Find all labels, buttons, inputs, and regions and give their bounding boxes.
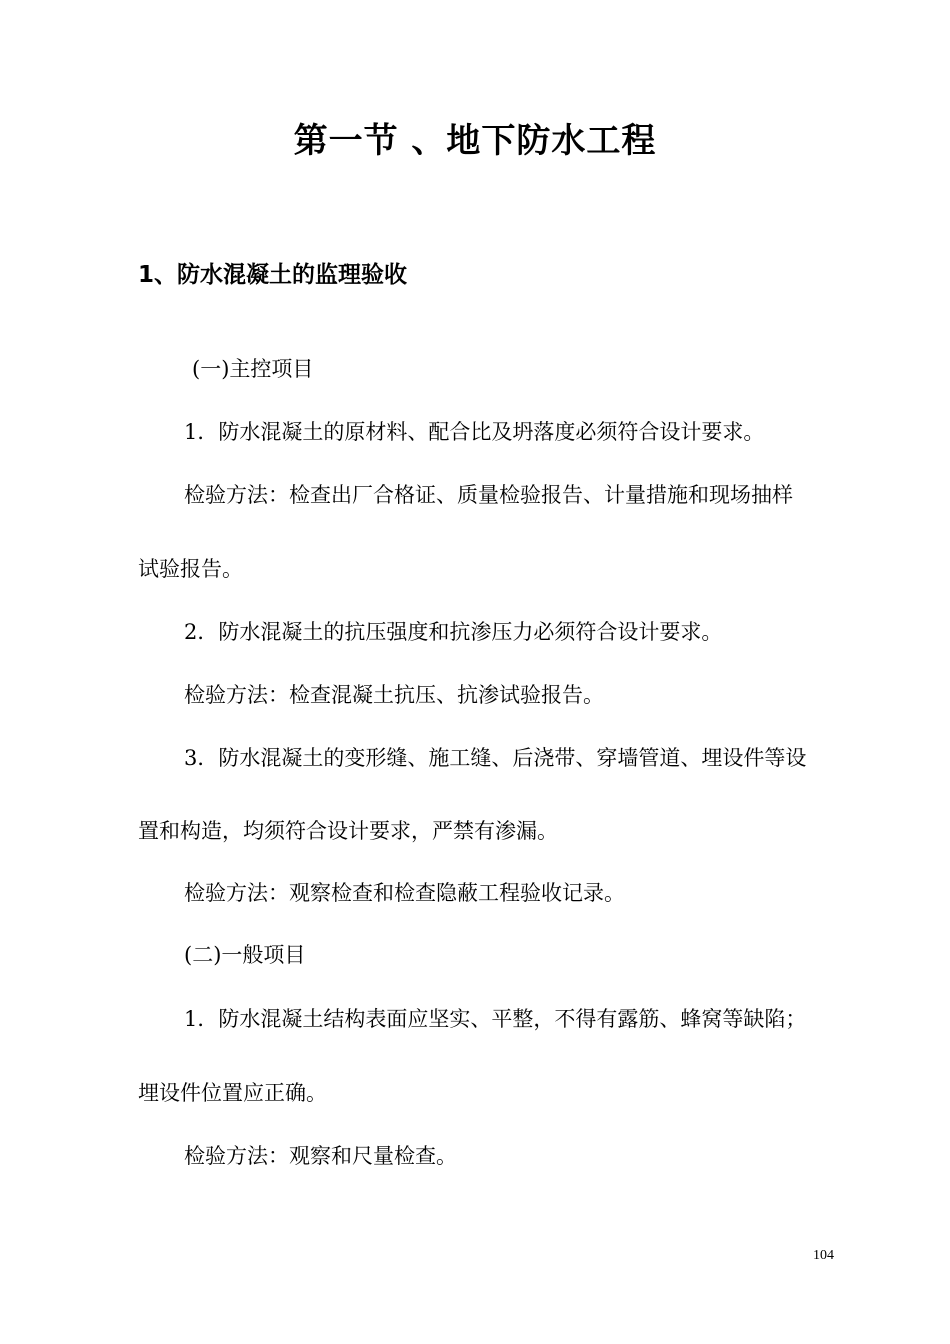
subsection-heading-main-items: (一)主控项目 [192, 357, 314, 381]
paragraph-line: 置和构造，均须符合设计要求，严禁有渗漏。 [138, 819, 558, 843]
page-title: 第一节 、地下防水工程 [293, 121, 657, 161]
paragraph-line: 2．防水混凝土的抗压强度和抗渗压力必须符合设计要求。 [184, 620, 723, 644]
paragraph-line: 1．防水混凝土结构表面应坚实、平整，不得有露筋、蜂窝等缺陷； [184, 1007, 807, 1031]
paragraph-line: 检验方法：观察检查和检查隐蔽工程验收记录。 [184, 881, 625, 905]
subsection-heading-general-items: (二)一般项目 [184, 943, 306, 967]
page-number: 104 [813, 1248, 834, 1263]
section-heading: 1、防水混凝土的监理验收 [138, 262, 408, 288]
paragraph-line: 检验方法：检查混凝土抗压、抗渗试验报告。 [184, 683, 604, 707]
paragraph-line: 3．防水混凝土的变形缝、施工缝、后浇带、穿墙管道、埋设件等设 [184, 746, 807, 770]
paragraph-line: 试验报告。 [138, 557, 243, 581]
paragraph-line: 检验方法：检查出厂合格证、质量检验报告、计量措施和现场抽样 [184, 483, 793, 507]
paragraph-line: 检验方法：观察和尺量检查。 [184, 1144, 457, 1168]
paragraph-line: 埋设件位置应正确。 [138, 1081, 327, 1105]
paragraph-line: 1．防水混凝土的原材料、配合比及坍落度必须符合设计要求。 [184, 420, 765, 444]
